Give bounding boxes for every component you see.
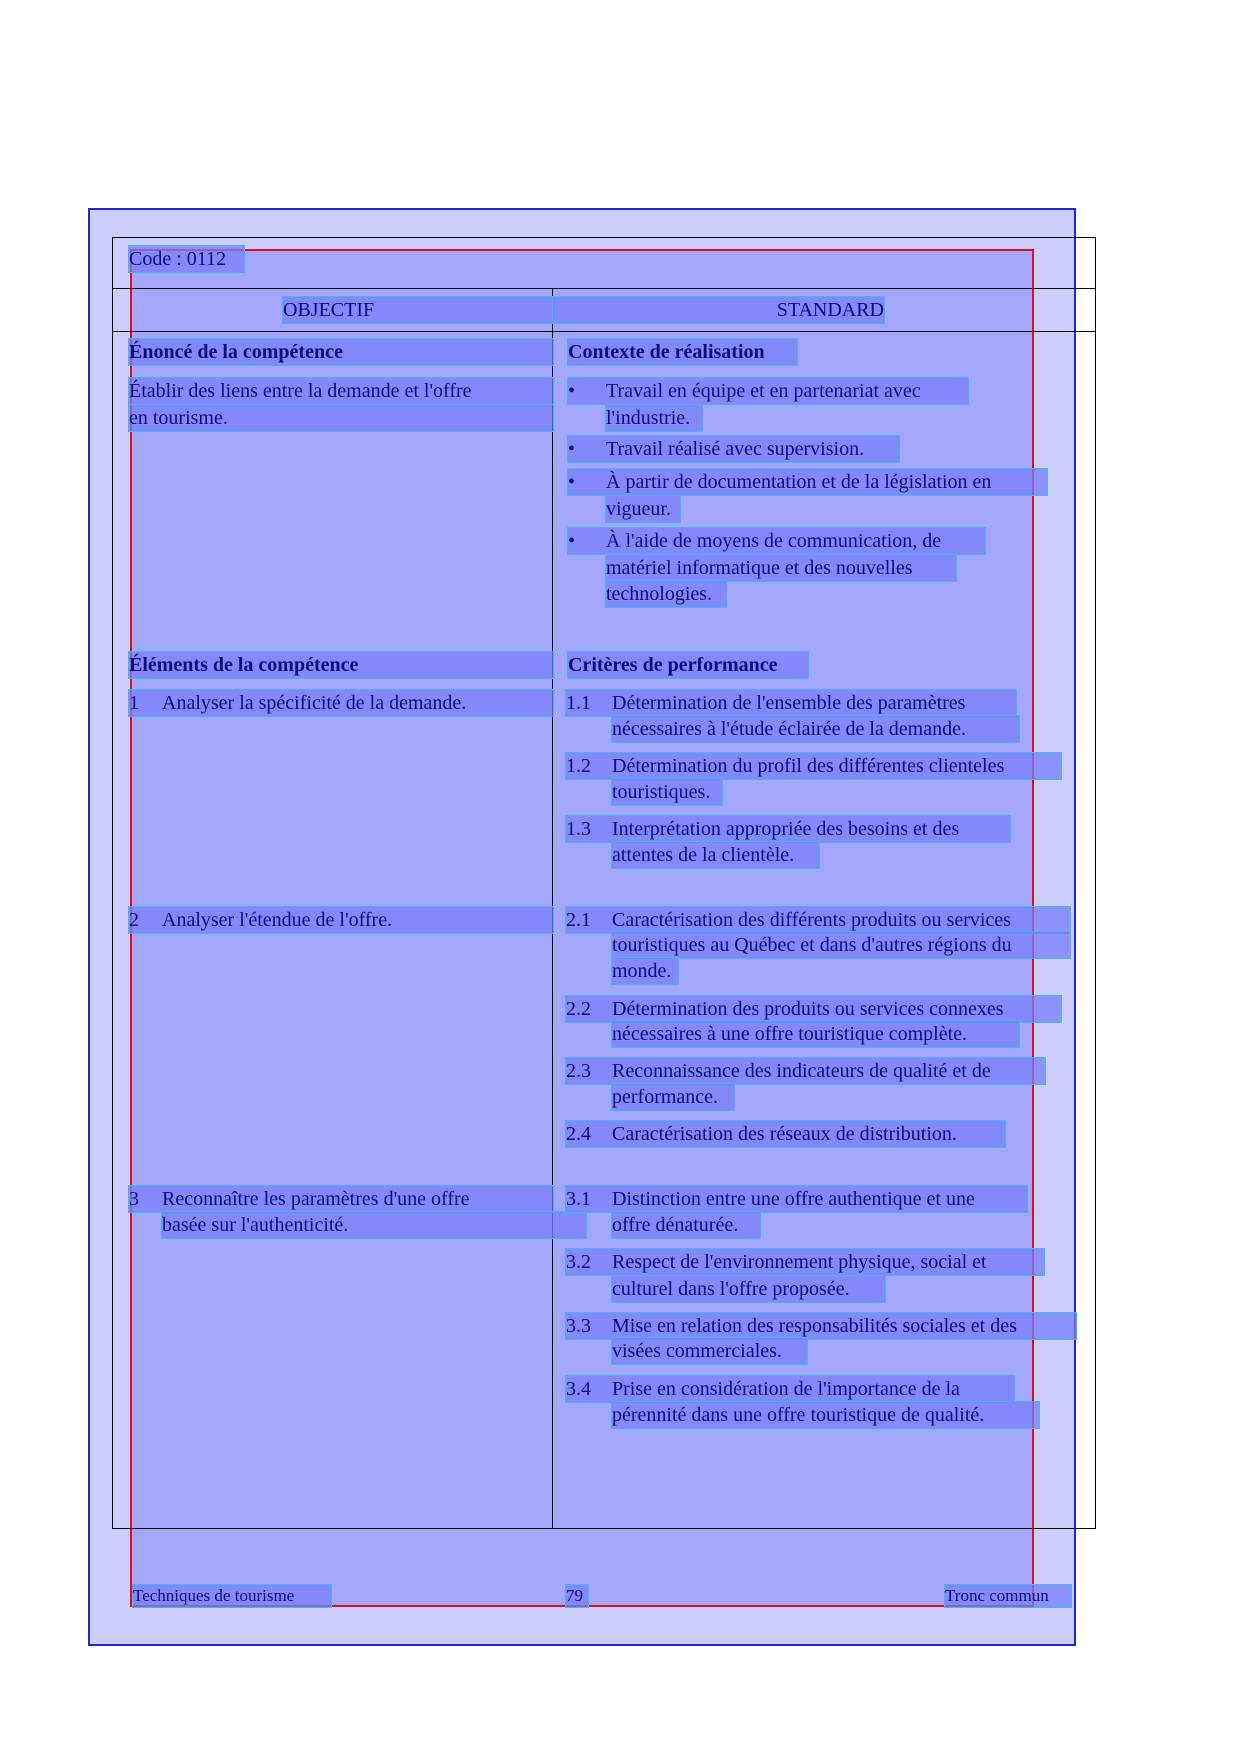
column-header-standard: STANDARD [553,297,884,323]
enonce-line-1: Établir des liens entre la demande et l'offre [129,378,553,404]
critere-2-2: 2.2 Détermination des produits ou services connexes [566,996,1061,1022]
element-3-line-2: basée sur l'authenticité. [162,1212,586,1238]
critere-1-3-line-2: attentes de la clientèle. [612,842,819,868]
critere-2-1-line-2: touristiques au Québec et dans d'autres régions du [612,932,1070,958]
contexte-item-4-line-2: matériel informatique et des nouvelles [606,555,956,581]
code-label: Code : 0112 [129,246,244,272]
contexte-item-4-line-3: technologies. [606,581,726,607]
critere-1-2: 1.2 Détermination du profil des différentes clienteles [566,753,1061,779]
bullet-icon: • [568,530,576,552]
column-header-objectif: OBJECTIF [283,297,553,323]
elements-title: Éléments de la compétence [129,652,553,678]
critere-2-4: 2.4 Caractérisation des réseaux de distribution. [566,1121,1005,1147]
critere-3-3: 3.3 Mise en relation des responsabilités sociales et des [566,1313,1076,1339]
critere-3-4: 3.4 Prise en considération de l'importance de la [566,1376,1014,1402]
critere-3-1-line-2: offre dénaturée. [612,1212,760,1238]
critere-3-4-line-2: pérennité dans une offre touristique de qualité. [612,1402,1039,1428]
critere-1-1: 1.1 Détermination de l'ensemble des paramètres [566,690,1016,716]
bullet-icon: • [568,380,576,402]
critere-1-3: 1.3 Interprétation appropriée des besoins et des [566,816,1010,842]
bullet-icon: • [568,471,576,493]
contexte-item-3-line-2: vigueur. [606,496,680,522]
contexte-item-2: • Travail réalisé avec supervision. [568,436,899,462]
contexte-item-1-line-2: l'industrie. [606,405,702,431]
contexte-item-1: • Travail en équipe et en partenariat avec [568,378,968,404]
contexte-title: Contexte de réalisation [568,339,797,365]
criteres-title: Critères de performance [568,652,808,678]
critere-2-2-line-2: nécessaires à une offre touristique complète. [612,1021,1019,1047]
critere-2-3-line-2: performance. [612,1084,734,1110]
critere-1-2-line-2: touristiques. [612,779,722,805]
element-2: 2 Analyser l'étendue de l'offre. [129,907,553,933]
contexte-item-4: • À l'aide de moyens de communication, de [568,528,985,554]
critere-3-3-line-2: visées commerciales. [612,1338,807,1364]
critere-2-1: 2.1 Caractérisation des différents produits ou services [566,907,1070,933]
critere-3-1: 3.1 Distinction entre une offre authentique et une [566,1186,1027,1212]
footer-page-number: 79 [566,1585,588,1607]
contexte-item-3: • À partir de documentation et de la législation en [568,469,1047,495]
critere-3-2-line-2: culturel dans l'offre proposée. [612,1276,885,1302]
column-header-divider [112,331,1095,332]
critere-1-1-line-2: nécessaires à l'étude éclairée de la demande. [612,716,1019,742]
critere-2-1-line-3: monde. [612,958,678,984]
critere-3-2: 3.2 Respect de l'environnement physique, social et [566,1249,1044,1275]
critere-2-3: 2.3 Reconnaissance des indicateurs de qualité et de [566,1058,1045,1084]
enonce-line-2: en tourisme. [129,405,553,431]
element-1: 1 Analyser la spécificité de la demande. [129,690,553,716]
footer-left: Techniques de tourisme [133,1585,331,1607]
footer-right: Tronc commun [945,1585,1071,1607]
enonce-title: Énoncé de la compétence [129,339,553,365]
bullet-icon: • [568,438,576,460]
header-divider [112,288,1095,289]
element-3: 3 Reconnaître les paramètres d'une offre [129,1186,553,1212]
